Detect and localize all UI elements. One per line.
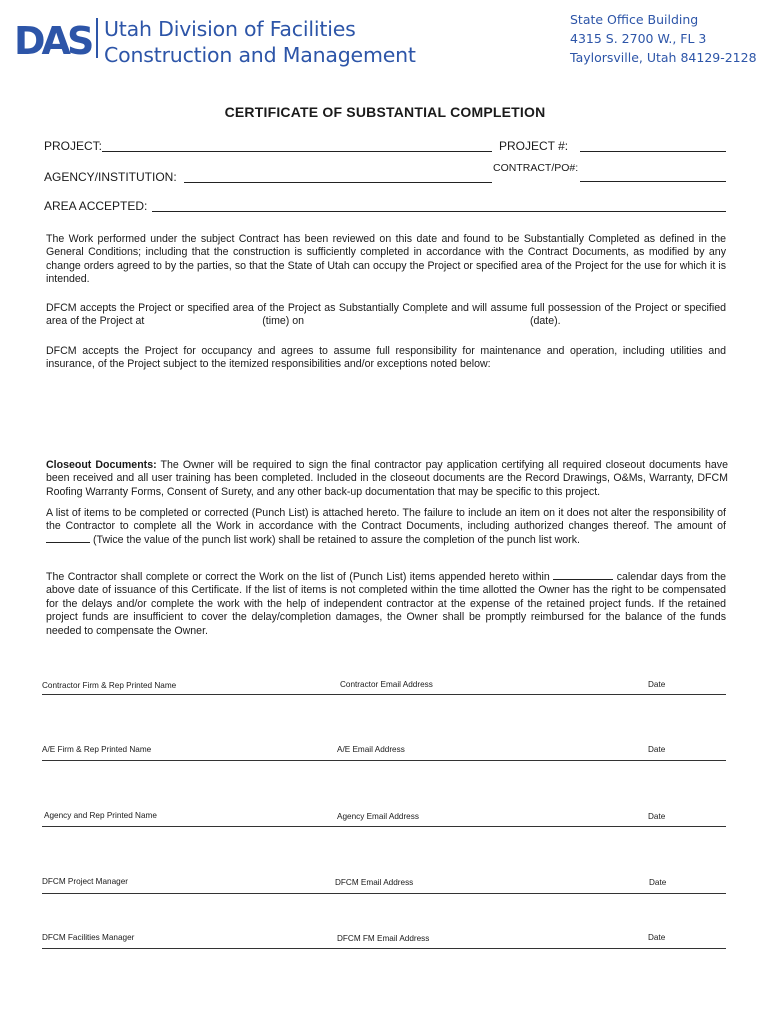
contractor-name-label: Contractor Firm & Rep Printed Name	[42, 681, 177, 690]
document-title: CERTIFICATE OF SUBSTANTIAL COMPLETION	[224, 104, 546, 120]
possession-date-field[interactable]	[307, 315, 527, 328]
project-number-field[interactable]	[580, 151, 726, 152]
dfcm-pm-date-label: Date	[649, 878, 667, 887]
address-line2: 4315 S. 2700 W., FL 3	[570, 31, 707, 46]
paragraph-completion-terms	[46, 571, 726, 638]
possession-time-field[interactable]	[147, 315, 259, 328]
contractor-date-label: Date	[648, 680, 666, 689]
punch-list-text: A list of items to be completed or corrected (Punch List) is attached hereto. The failure to include an item on it does not alter the responsibility of the Contractor to complete all the Work in accordance with the Contract Documents, including authorized changes thereof. The amount of	[46, 507, 726, 533]
dfcm-pm-email-label: DFCM Email Address	[335, 878, 414, 887]
dfcm-pm-name-label: DFCM Project Manager	[42, 877, 128, 886]
agency-name-label: Agency and Rep Printed Name	[44, 811, 157, 820]
project-label: PROJECT:	[44, 139, 103, 153]
org-name-line2: Construction and Management	[104, 43, 416, 67]
paragraph-closeout	[46, 459, 728, 499]
office-address	[570, 10, 757, 67]
calendar-days-field[interactable]	[553, 579, 613, 580]
possession-text: DFCM accepts the Project or specified area of the Project as Substantially Complete and will assume full possession of the Project or specified area of the Project at	[46, 302, 726, 328]
paragraph-occupancy: DFCM accepts the Project for occupancy and agrees to assume full responsibility for maintenance and operation, including utilities and insurance, of the Project subject to the itemized responsibilities and/or exceptions noted below:	[46, 345, 726, 371]
org-name-line1: Utah Division of Facilities	[104, 17, 356, 41]
ae-signature-line[interactable]	[42, 760, 726, 761]
agency-signature-line[interactable]	[42, 826, 726, 827]
ae-date-label: Date	[648, 745, 666, 754]
closeout-text: The Owner will be required to sign the final contractor pay application certifying all required closeout documents have been received and all user training has been completed. Included in the closeout documents are the Record Drawings, O&Ms, Warranty, DFCM Roofing Warranty Forms, Consent of Surety, and any other back-up documentation that may be specific to this project.	[46, 459, 728, 498]
contract-po-field[interactable]	[580, 181, 726, 182]
paragraph-possession	[46, 302, 726, 329]
org-name	[104, 16, 416, 68]
dfcm-fm-email-label: DFCM FM Email Address	[337, 934, 430, 943]
agency-field[interactable]	[184, 182, 492, 183]
retained-amount-field[interactable]	[46, 542, 90, 543]
das-logo	[14, 18, 98, 58]
dfcm-fm-signature-line[interactable]	[42, 948, 726, 949]
das-logo-text: DAS	[14, 19, 91, 58]
area-accepted-label: AREA ACCEPTED:	[44, 199, 148, 213]
ae-name-label: A/E Firm & Rep Printed Name	[42, 745, 152, 754]
agency-email-label: Agency Email Address	[337, 812, 419, 821]
dfcm-fm-name-label: DFCM Facilities Manager	[42, 933, 135, 942]
ae-email-label: A/E Email Address	[337, 745, 405, 754]
contract-po-label: CONTRACT/PO#:	[493, 162, 579, 174]
paragraph-substantial-completion: The Work performed under the subject Contract has been reviewed on this date and found to be Substantially Completed as defined in the General Conditions; including that the construction is sufficiently completed in accordance with the Contract Documents, as modified by any change orders agreed to by the parties, so that the State of Utah can occupy the Project or specified area of the Project for the use for which it is intended.	[46, 233, 726, 286]
address-line1: State Office Building	[570, 12, 699, 27]
contractor-signature-line[interactable]	[42, 694, 726, 695]
paragraph-punch-list	[46, 507, 726, 547]
dfcm-fm-date-label: Date	[648, 933, 666, 942]
agency-date-label: Date	[648, 812, 666, 821]
completion-terms-text: The Contractor shall complete or correct the Work on the list of (Punch List) items appended hereto within	[46, 571, 550, 583]
completion-terms-text-cont: calendar days from the above date of issuance of this Certificate. If the list of items is not completed within the time allotted the Owner has the right to be compensated for the delays and/or complete the work with the help of independent contractor at the expense of the retained project funds. If the retained project funds are insufficient to cover the delay/completion damages, the Owner shall be promptly reimbursed for the balance of the funds needed to compensate the Owner.	[46, 571, 726, 637]
area-accepted-field[interactable]	[152, 211, 726, 212]
possession-time-label: (time) on	[262, 315, 305, 328]
project-field[interactable]	[102, 151, 492, 152]
punch-list-text-cont: (Twice the value of the punch list work) shall be retained to assure the completion of the punch list work.	[92, 533, 580, 546]
dfcm-pm-signature-line[interactable]	[42, 893, 726, 894]
address-line3: Taylorsville, Utah 84129-2128	[570, 50, 757, 65]
agency-label: AGENCY/INSTITUTION:	[44, 170, 177, 184]
closeout-heading: Closeout Documents:	[46, 459, 157, 471]
possession-date-label: (date).	[529, 315, 561, 328]
contractor-email-label: Contractor Email Address	[340, 680, 433, 689]
project-number-label: PROJECT #:	[499, 139, 569, 153]
